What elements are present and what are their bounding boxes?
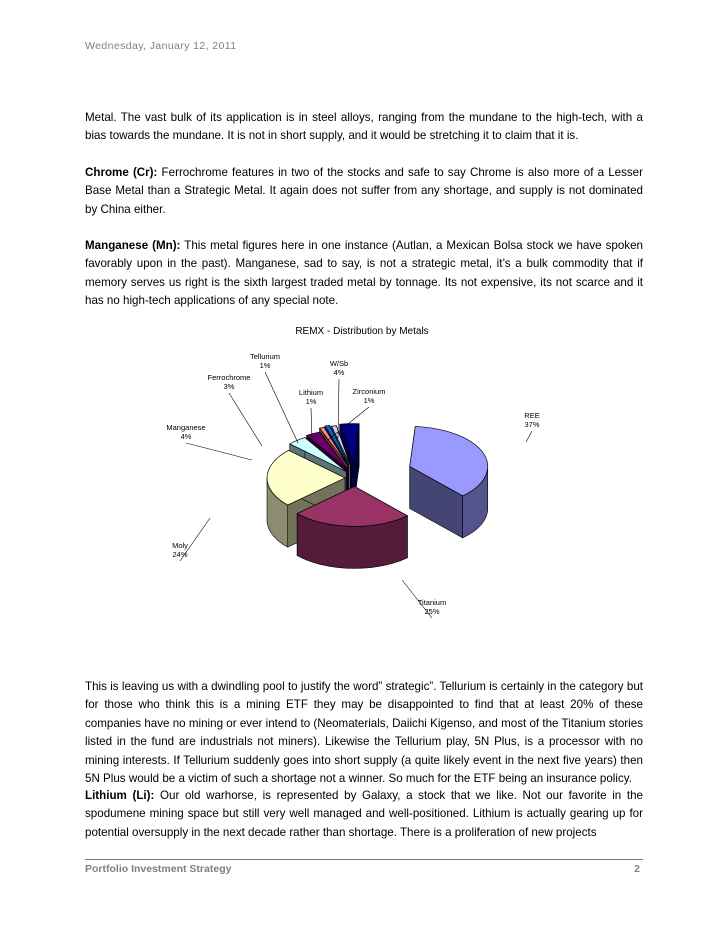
slice-value-wsb: 4% [333,368,345,377]
slice-value-ree: 37% [524,420,540,429]
leader-line-tellurium [265,372,298,443]
paragraph-manganese [85,237,643,311]
manganese-body: This metal figures here in one instance (Autlan, a Mexican Bolsa stock we have spoken favorably upon in the past). Manganese, sad to say, is not a strategic metal, it’s a bulk commodity that if memory serves us right is the sixth largest traded metal by tonnage. Its not expensive, its not scarce and it has no high-tech applications of any special note. [85,239,643,308]
chart-title: REMX - Distribution by Metals [295,326,429,337]
lithium-heading: Lithium (Li): [85,789,155,802]
chrome-body: Ferrochrome features in two of the stocks and safe to say Chrome is also more of a Lesser Base Metal than a Strategic Metal. It again does not suffer from any shortage, and supply is not dominated by China either. [85,166,643,216]
slice-value-lithium: 1% [305,397,317,406]
slice-value-ferrochrome: 3% [223,382,235,391]
manganese-heading: Manganese (Mn): [85,239,181,252]
slice-value-moly: 24% [172,550,188,559]
slice-label-tellurium: Tellurium [249,352,281,361]
paragraph-metal: Metal. The vast bulk of its application is in steel alloys, ranging from the mundane to the high-tech, with a bias towards the mundane. It is not in short supply, and it would be stretching it to claim that it is. [85,111,643,143]
slice-value-manganese: 4% [180,432,192,441]
leader-line-manganese [186,443,252,460]
slice-label-zirconium: Zirconium [352,387,386,396]
leader-line-ree [526,431,532,442]
slice-label-moly: Moly [172,541,188,550]
paragraph-strategic: This is leaving us with a dwindling pool to justify the word” strategic”. Tellurium is certainly in the category but for those who think this is a mining ETF they may be disappointed to find that at least 20% of these companies have no mining or ever intend to (Neomaterials, Daiichi Kigenso, and most of the Titanium stories listed in the fund are industrials not miners). Likewise the Tellurium play, 5N Plus, is a processor with no mining interests. If Tellurium suddenly goes into short supply (a quite likely event in the next five years) then 5N Plus would be a victim of such a shortage not a winner. So much for the ETF being an insurance policy. [85,680,643,786]
slice-label-wsb: W/Sb [329,359,349,368]
slice-label-manganese: Manganese [166,423,206,432]
page-header-date: Wednesday, January 12, 2011 [85,40,237,52]
leader-line-ferrochrome [229,393,262,446]
paragraph-lithium [85,787,643,842]
paragraph-chrome [85,164,643,219]
slice-label-titanium: Titanium [417,598,447,607]
slice-value-titanium: 25% [424,607,440,616]
remx-pie-chart [140,318,580,638]
slice-label-ferrochrome: Ferrochrome [207,373,251,382]
page-number: 2 [634,863,640,875]
lithium-body: Our old warhorse, is represented by Galaxy, a stock that we like. Not our favorite in the spodumene mining space but still very well managed and well-positioned. Lithium is actually gearing up for potential oversupply in the next decade rather than shortage. There is a proliferation of new projects [85,789,643,839]
slice-label-ree: REE [524,411,540,420]
leader-line-wsb [338,379,339,438]
slice-value-zirconium: 1% [363,396,375,405]
footer-divider [85,859,643,860]
chrome-heading: Chrome (Cr): [85,166,158,179]
slice-label-lithium: Lithium [298,388,324,397]
footer-title: Portfolio Investment Strategy [85,863,232,875]
slice-value-tellurium: 1% [259,361,271,370]
